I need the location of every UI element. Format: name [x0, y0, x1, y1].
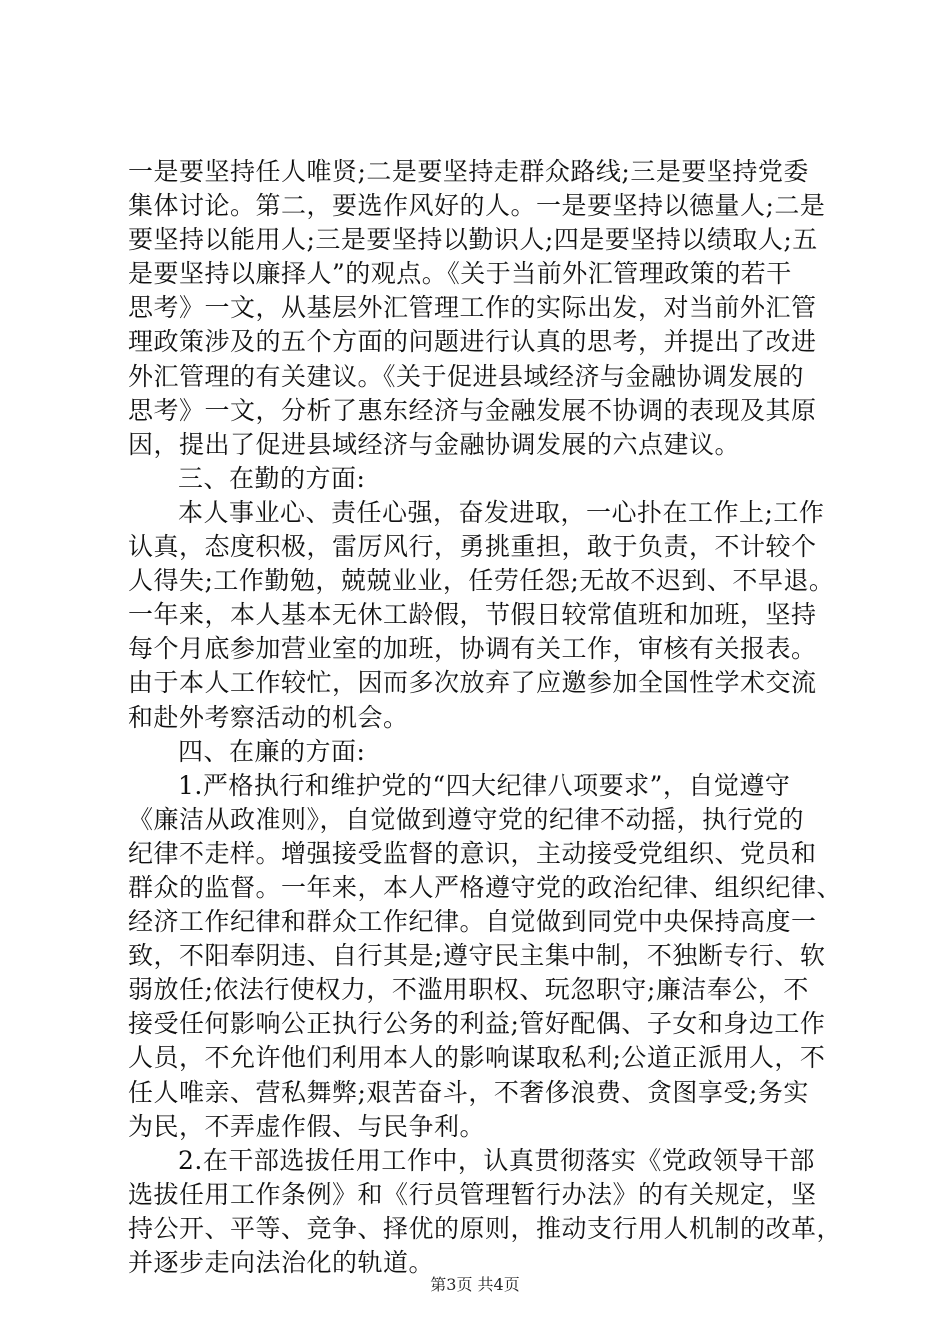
text-line: 弱放任;依法行使权力，不滥用职权、玩忽职守;廉洁奉公，不: [128, 975, 809, 1005]
text-line: 1.严格执行和维护党的“四大纪律八项要求”，自觉遵守: [178, 770, 791, 800]
text-line: 2.在干部选拔任用工作中，认真贯彻落实《党政领导干部: [178, 1145, 815, 1175]
text-line: 经济工作纪律和群众工作纪律。自觉做到同党中央保持高度一: [128, 907, 817, 937]
text-line: 本人事业心、责任心强，奋发进取，一心扑在工作上;工作: [178, 497, 825, 527]
text-line: 是要坚持以廉择人”的观点。《关于当前外汇管理政策的若干: [128, 259, 792, 289]
text-line: 致，不阳奉阴违、自行其是;遵守民主集中制，不独断专行、软: [128, 941, 826, 971]
text-line: 理政策涉及的五个方面的问题进行认真的思考，并提出了改进: [128, 327, 817, 357]
text-line: 一是要坚持任人唯贤;二是要坚持走群众路线;三是要坚持党委: [128, 157, 809, 186]
text-line: 持公开、平等、竞争、择优的原则，推动支行用人机制的改革，: [128, 1213, 843, 1243]
text-line: 接受任何影响公正执行公务的利益;管好配偶、子女和身边工作: [128, 1009, 826, 1039]
text-line: 四、在廉的方面:: [178, 736, 366, 766]
text-line: 三、在勤的方面:: [178, 463, 366, 493]
text-line: 并逐步走向法治化的轨道。: [128, 1248, 435, 1277]
text-line: 任人唯亲、营私舞弊;艰苦奋斗，不奢侈浪费、贪图享受;务实: [128, 1077, 809, 1107]
text-line: 纪律不走样。增强接受监督的意识，主动接受党组织、党员和: [128, 838, 817, 868]
text-line: 一年来，本人基本无休工龄假，节假日较常值班和加班，坚持: [128, 600, 817, 630]
text-line: 思考》一文，分析了惠东经济与金融发展不协调的表现及其原: [128, 395, 817, 425]
text-line: 选拔任用工作条例》和《行员管理暂行办法》的有关规定，坚: [128, 1179, 817, 1209]
text-line: 人得失;工作勤勉，兢兢业业，任劳任怨;无故不迟到、不早退。: [128, 566, 835, 596]
text-line: 每个月底参加营业室的加班，协调有关工作，审核有关报表。: [128, 634, 817, 664]
text-line: 要坚持以能用人;三是要坚持以勤识人;四是要坚持以绩取人;五: [128, 225, 818, 255]
text-line: 由于本人工作较忙，因而多次放弃了应邀参加全国性学术交流: [128, 668, 817, 698]
page-footer: 第3页 共4页: [430, 1275, 520, 1294]
document-body: [128, 155, 843, 1280]
text-line: 集体讨论。第二，要选作风好的人。一是要坚持以德量人;二是: [128, 191, 826, 221]
text-line: 和赴外考察活动的机会。: [128, 702, 409, 732]
text-line: 思考》一文，从基层外汇管理工作的实际出发，对当前外汇管: [128, 293, 817, 323]
text-line: 外汇管理的有关建议。《关于促进县域经济与金融协调发展的: [128, 361, 805, 391]
text-line: 认真，态度积极，雷厉风行，勇挑重担，敢于负责，不计较个: [128, 532, 817, 562]
text-line: 人员，不允许他们利用本人的影响谋取私利;公道正派用人，不: [128, 1043, 826, 1073]
text-line: 群众的监督。一年来，本人严格遵守党的政治纪律、组织纪律、: [128, 872, 843, 902]
text-line: 《廉洁从政准则》，自觉做到遵守党的纪律不动摇，执行党的: [128, 804, 805, 834]
text-line: 因，提出了促进县域经济与金融协调发展的六点建议。: [128, 429, 741, 459]
text-line: 为民，不弄虚作假、与民争利。: [128, 1111, 486, 1141]
